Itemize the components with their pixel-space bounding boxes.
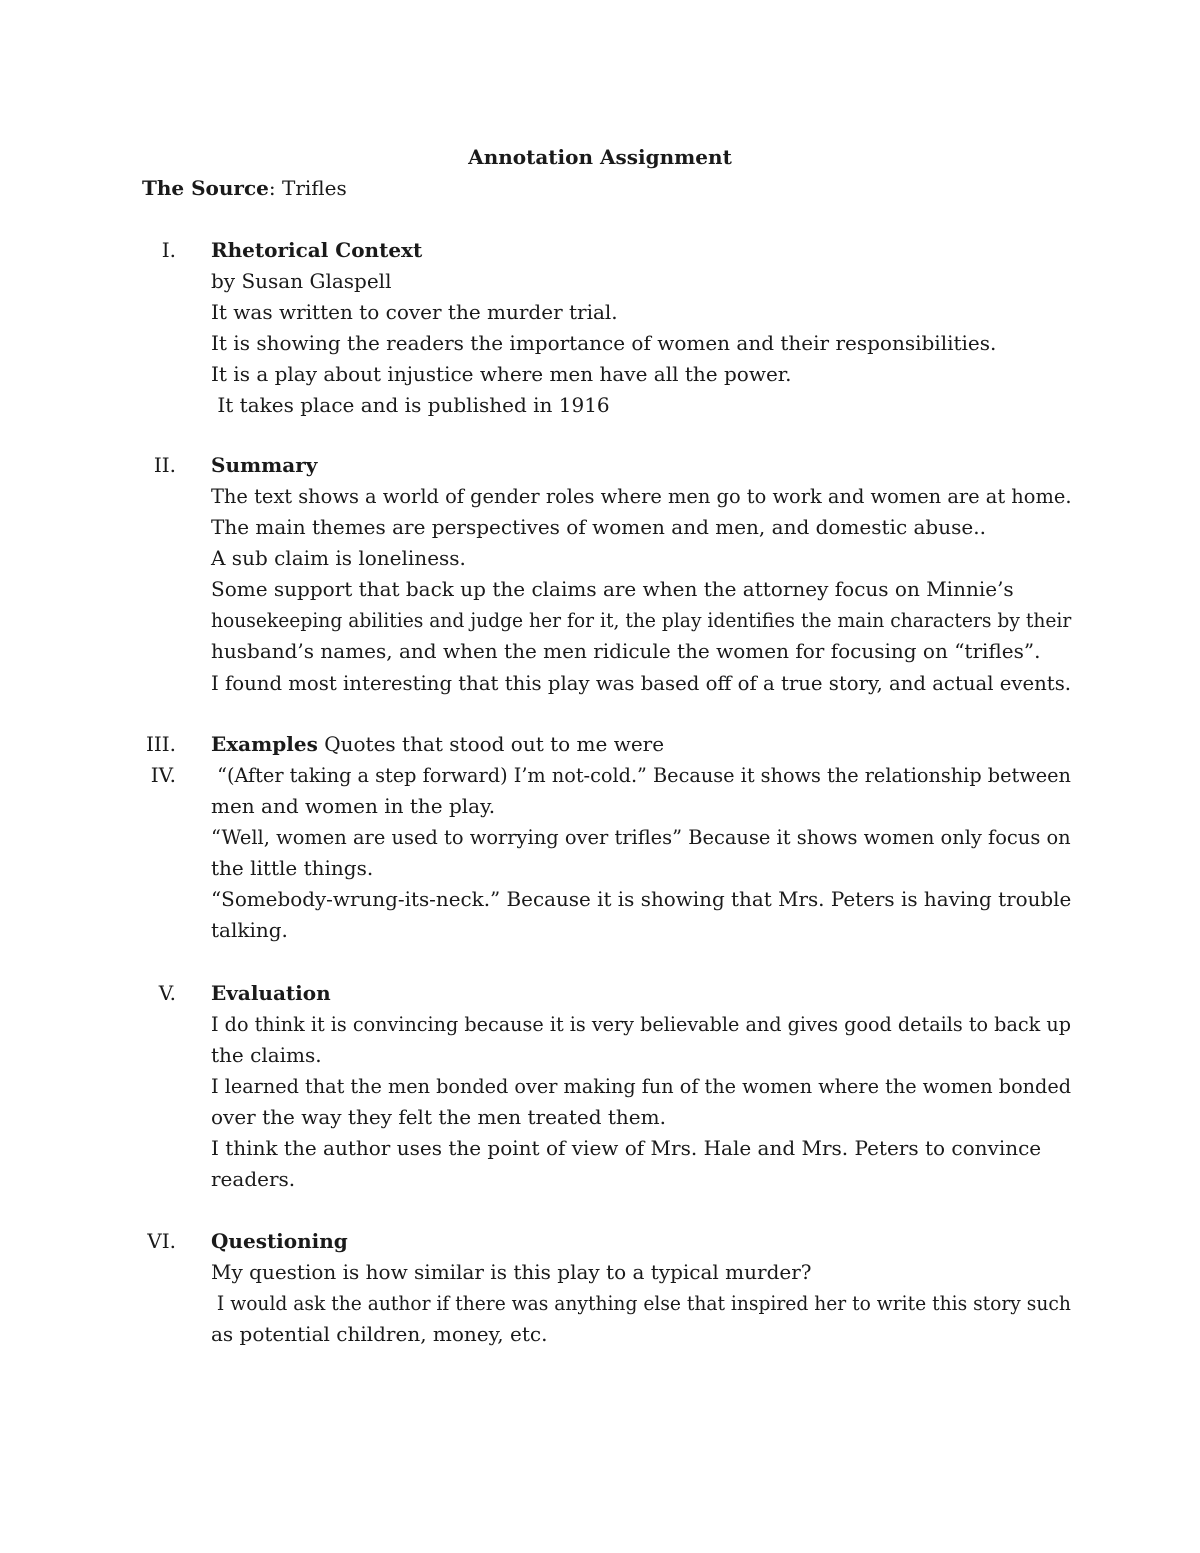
body-line: I do think it is convincing because it is very believable and gives good details to back up [211, 1012, 1071, 1036]
section-body [211, 1257, 1071, 1350]
body-line: by Susan Glaspell [211, 269, 392, 293]
source-label: The Source [142, 176, 269, 200]
section-body [211, 266, 1071, 421]
body-line: the claims. [211, 1043, 322, 1068]
source-line [142, 174, 347, 202]
section-numeral: V. [158, 981, 176, 1005]
source-value: Trifles [281, 176, 347, 200]
section-heading: Evaluation [211, 981, 331, 1005]
section-body [211, 481, 1071, 699]
body-line: A sub claim is loneliness. [211, 546, 466, 571]
body-line: the little things. [211, 856, 374, 881]
section-heading: Examples [211, 732, 318, 756]
examples-intro: Quotes that stood out to me were [317, 732, 665, 756]
body-line: Some support that back up the claims are when the attorney focus on Minnie’s [211, 577, 1014, 602]
body-line: I learned that the men bonded over making fun of the women where the women bonded [211, 1074, 1072, 1099]
section-numeral: VI. [147, 1229, 176, 1253]
body-line: housekeeping abilities and judge her for it, the play identifies the main characters by their [211, 608, 1072, 633]
body-line: husband’s names, and when the men ridicule the women for focusing on “trifles”. [211, 639, 1041, 664]
body-line: It was written to cover the murder trial. [211, 300, 618, 325]
body-line: “Somebody-wrung-its-neck.” Because it is showing that Mrs. Peters is having trouble [211, 887, 1072, 912]
body-line: It is a play about injustice where men have all the power. [211, 362, 792, 387]
body-line: as potential children, money, etc. [211, 1322, 548, 1347]
section-heading: Summary [211, 453, 318, 477]
section-heading: Rhetorical Context [211, 238, 423, 262]
body-line: talking. [211, 918, 288, 943]
body-line: I think the author uses the point of view of Mrs. Hale and Mrs. Peters to convince [211, 1136, 1042, 1161]
section-body [211, 729, 1071, 760]
body-line: I found most interesting that this play was based off of a true story, and actual events. [211, 670, 1072, 695]
body-line: men and women in the play. [211, 794, 496, 819]
body-line: The main themes are perspectives of women and men, and domestic abuse.. [211, 515, 986, 540]
section-body [211, 760, 1071, 947]
document-title: Annotation Assignment [468, 145, 732, 169]
body-line: readers. [211, 1167, 296, 1192]
body-line: “Well, women are used to worrying over trifles” Because it shows women only focus on [211, 825, 1071, 850]
body-line: I would ask the author if there was anything else that inspired her to write this story such [211, 1291, 1071, 1316]
section-numeral: III. [145, 732, 176, 756]
section-body [211, 1009, 1071, 1196]
section-heading: Questioning [211, 1229, 348, 1253]
body-line: The text shows a world of gender roles where men go to work and women are at home. [211, 484, 1072, 508]
section-numeral: IV. [150, 763, 176, 787]
body-line: It is showing the readers the importance of women and their responsibilities. [211, 331, 997, 356]
section-numeral: I. [161, 238, 176, 262]
body-line: It takes place and is published in 1916 [211, 393, 610, 418]
body-line: over the way they felt the men treated them. [211, 1105, 666, 1130]
examples-line [211, 729, 1071, 760]
body-line: My question is how similar is this play to a typical murder? [211, 1260, 812, 1284]
body-line: “(After taking a step forward) I’m not-cold.” Because it shows the relationship between [211, 763, 1071, 787]
source-separator: : [268, 176, 282, 200]
section-numeral: II. [153, 453, 176, 477]
